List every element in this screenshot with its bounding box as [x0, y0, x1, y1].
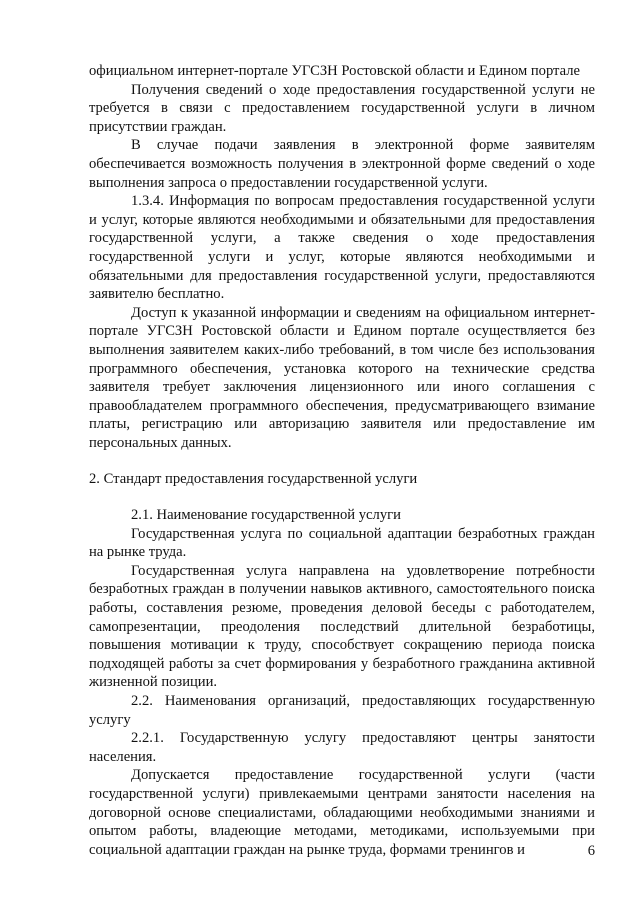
paragraph-electronic-form: В случае подачи заявления в электронной форме заявителям обеспечивается возможность получения в электронной форме сведений о ходе выполнения запроса о предоставлении государственной услуги. — [89, 137, 595, 191]
page-number: 6 — [587, 843, 595, 859]
page-content — [89, 62, 595, 859]
paragraph-specialists: Допускается предоставление государственной услуги (части государственной услуги) привлекаемыми центрами занятости населения на договорной основе специалистами, обладающими необходимыми знаниями и опытом работы, владеющие методами, методиками, используемыми при социальной адаптации граждан на рынке труда, формами тренингов и — [89, 767, 595, 858]
section-heading: 2. Стандарт предоставления государственной услуги — [89, 471, 418, 488]
paragraph-2-2-1: 2.2.1. Государственную услугу предоставляют центры занятости населения. — [89, 730, 595, 765]
paragraph-service-name: Государственная услуга по социальной адаптации безработных граждан на рынке труда. — [89, 525, 595, 561]
paragraph-continuation: официальном интернет-портале УГСЗН Ростовской области и Едином портале — [89, 63, 580, 79]
subheading-2-2: 2.2. Наименования организаций, предоставляющих государственную услугу — [89, 693, 595, 728]
paragraph-1-3-4: 1.3.4. Информация по вопросам предоставления государственной услуги и услуг, которые являются необходимыми и обязательными для предоставления государственной услуги, а также сведения о ходе предоставления государственной услуги и услуг, которые являются необходимыми и обязательными для предоставления государственной услуги, предоставляются заявителю бесплатно. — [89, 193, 595, 303]
paragraph-service-purpose: Государственная услуга направлена на удовлетворение потребности безработных граждан в получении навыков активного, самостоятельного поиска работы, составления резюме, проведения деловой беседы с работодателем, самопрезентации, преодоления последствий длительной безработицы, повышения мотивации к труду, способствует сокращению периода поиска подходящей работы за счет формирования у безработного гражданина активной жизненной позиции. — [89, 562, 595, 691]
paragraph-status-info: Получения сведений о ходе предоставления государственной услуги не требуется в связи с предоставлением государственной услуги в личном присутствии граждан. — [89, 81, 595, 135]
subheading-2-1: 2.1. Наименование государственной услуги — [131, 507, 401, 524]
paragraph-access: Доступ к указанной информации и сведениям на официальном интернет-портале УГСЗН Ростовской области и Едином портале осуществляется без выполнения заявителем каких-либо требований, в том числе без использования программного обеспечения, установка которого на технические средства заявителя требует заключения лицензионного или иного соглашения с правообладателем программного обеспечения, предусматривающего взимание платы, регистрацию или авторизацию заявителя или предоставление им персональных данных. — [89, 304, 595, 451]
